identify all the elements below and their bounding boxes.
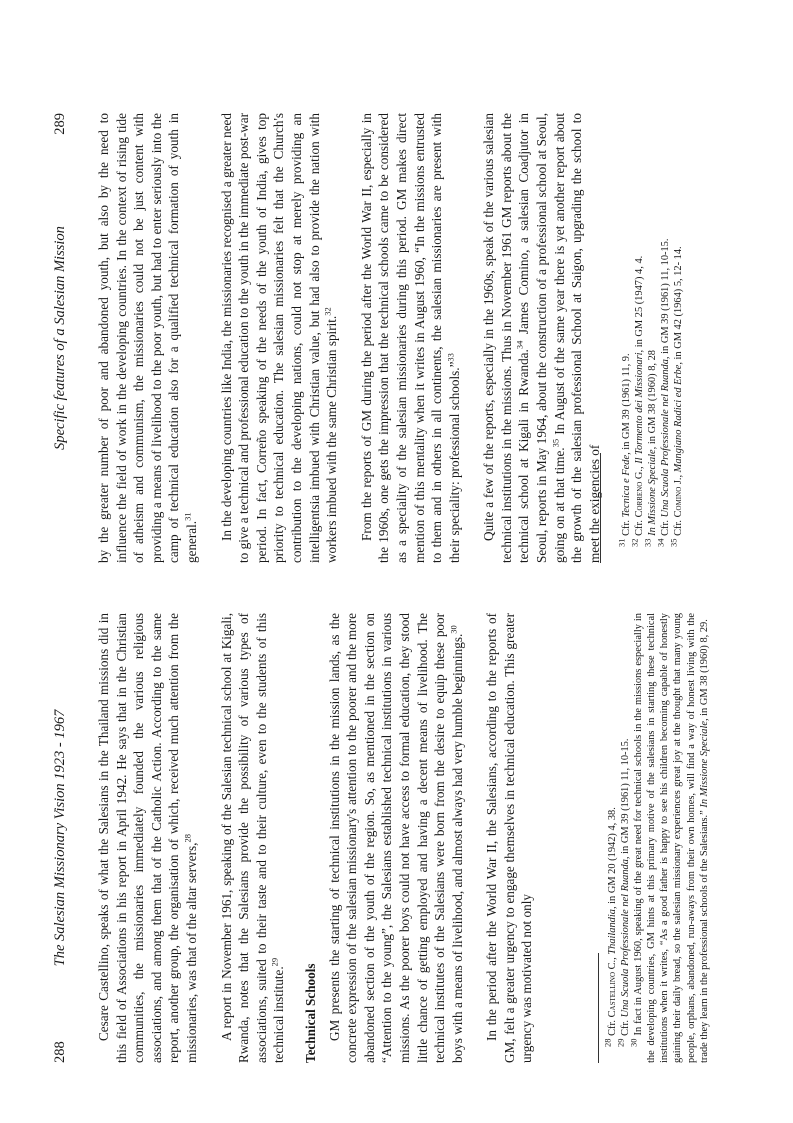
paragraph: In the developing countries like India, the missionaries recognised a greater need to give a technical and professional education to the youth in the immediate post-war period. In fact, Correño speaking of the needs of the youth of India, gives top priority to technical education. The salesian missionaries felt that the Church's contribution to the developing nations, could not stop at merely providing an intelligentsia imbued with Christian value, but had also to provide the nation with workers imbued with the same Christian spirit.$^{32}$ — [218, 113, 340, 563]
paragraph: GM presents the starting of technical institutions in the mission lands, as the concrete expression of the salesian missionary's attention to the poorer and the more abandoned section of the youth of the region. So, as mentioned in the section on “Attention to the young”, the Salesians established technical institutions in various missions. As the poorer boys could not have access to formal education, they stood little chance of getting employed and having a decent means of livelihood. The technical institutes of the Salesians were born from the desire to equip these poor boys with a means of livelihood, and almost always had very humble beginnings.$^{30}$ — [326, 613, 465, 1063]
note-ref: 35 — [550, 438, 561, 448]
running-head: Specific features of a Salesian Mission — [52, 226, 68, 450]
paragraph: Cesare Castellino, speaks of what the Salesians in the Thailand missions did in this field of Associations in his report in April 1942. He says that in the Christian communities, the missionaries immediately founded the various religious associations, and among them that of the Catholic Action. According to the same report, another group, the organisation of which, received much attention from the missionaries, was that of the altar servers,$^{28}$ — [96, 613, 199, 1063]
paragraph: In the period after the World War II, the Salesians, according to the reports of GM, felt a greater urgency to engage themselves in technical education. This greater urgency was motivated not only — [484, 613, 535, 1063]
right-page — [50, 113, 750, 563]
footnote-rule — [600, 453, 601, 563]
left-page-header — [50, 613, 70, 1063]
left-page — [50, 613, 750, 1063]
section-heading: Technical Schools — [302, 963, 318, 1063]
footnotes — [616, 113, 685, 563]
running-head: The Salesian Missionary Vision 1923 - 1967 — [52, 709, 68, 967]
footnote: $^{28}$ Cfr. Castellino C., Thailandia, in GM 20 (1942) 4, 38. — [602, 807, 618, 1047]
note-ref: 32 — [322, 307, 333, 316]
right-page-body — [95, 113, 603, 563]
footnote: $^{34}$ Cfr. Una Scuola Professionale nel Ruanda, in GM 39 (1961) 11, 10-15. — [655, 238, 672, 547]
note-ref: 31 — [182, 512, 193, 521]
note-ref: 34 — [515, 340, 526, 350]
paragraph: A report in November 1961, speaking of the Salesian technical school at Kigali, Rwanda, notes that the Salesians provide the possibility of various types of associations, suited to their taste and to their culture, even to the students of this technical institute.$^{29}$ — [218, 613, 287, 1063]
note-ref: 29 — [269, 957, 280, 967]
footnote: $^{32}$ Cfr. Correno G., Il Tormento dei Missionari, in GM 25 (1947) 4, 4. — [629, 255, 646, 547]
footnote: $^{33}$ In Missione Speciale, in GM 38 (1960) 8, 28 — [642, 350, 659, 547]
footnotes — [602, 613, 711, 1063]
page-number: 289 — [52, 113, 68, 135]
note-ref: 28 — [182, 834, 193, 843]
footnote: $^{31}$ Cfr. Tecnica e Fede, in GM 39 (1961) 11, 9. — [616, 353, 632, 547]
paragraph: Quite a few of the reports, especially in the 1960s, speak of the various salesian technical institutions in the missions. Thus in November 1961 GM reports about the technical school at Kigali in Rwanda.$^{34}$ James Comino, a salesian Coadjutor in Seoul, reports in May 1964, about the construction of a professional school at Seoul, going on at that time.$^{35}$ In August of the same year there is yet another report about the growth of the salesian professional School at Saigon, upgrading the school to meet the exigencies of — [481, 112, 602, 563]
right-page-header — [50, 113, 70, 563]
footnote: $^{29}$ Cfr. Una Scuola Professionale nel Ruanda, in GM 39 (1961) 11, 10-15. — [615, 738, 632, 1047]
note-ref: 33 — [445, 353, 456, 362]
paragraph: From the reports of GM during the period after the World War II, especially in the 1960s, one gets the impression that the technical schools came to be considered as a speciality of the salesian missionaries during this period. GM makes direct mention of this mentality when it writes in August 1960, “In the missions entrusted to them and in others in all continents, the salesian missionaries are present with their speciality: professional schools.”$^{33}$ — [358, 113, 462, 563]
footnote: $^{35}$ Cfr. Comino J., Mangiano Radici ed Erbe, in GM 42 (1964) 5, 12- 14. — [668, 246, 685, 547]
note-ref: 30 — [448, 625, 459, 634]
page-number: 288 — [52, 1041, 68, 1063]
footnote: $^{30}$ In fact in August 1960, speaking of the great need for technical schools in the missions especially in the developing countries, GM hints at this primary motive of the salesians in starting these technical institutions when it writes, “As a good father is happy to see his children becoming capable of honestly gaining their daily bread, so the salesian missionary experiences great joy at the thought that many young people, orphans, abandoned, run-aways from their own homes, will find a way of honest living with the trade they learn in the professional schools of the Salesians.” In Missione Speciale, in GM 38 (1960) 8, 29. — [628, 613, 710, 1063]
footnote-rule — [598, 953, 599, 1063]
left-page-body — [95, 613, 536, 1063]
paragraph: by the greater number of poor and abandoned youth, but also by the need to influence the field of work in the developing countries. In the context of rising tide of atheism and communism, the missionaries could not be just content with providing a means of livelihood to the poor youth, but had to enter seriously into the camp of technical education also for a qualified technical formation of youth in general.$^{31}$ — [96, 113, 199, 563]
